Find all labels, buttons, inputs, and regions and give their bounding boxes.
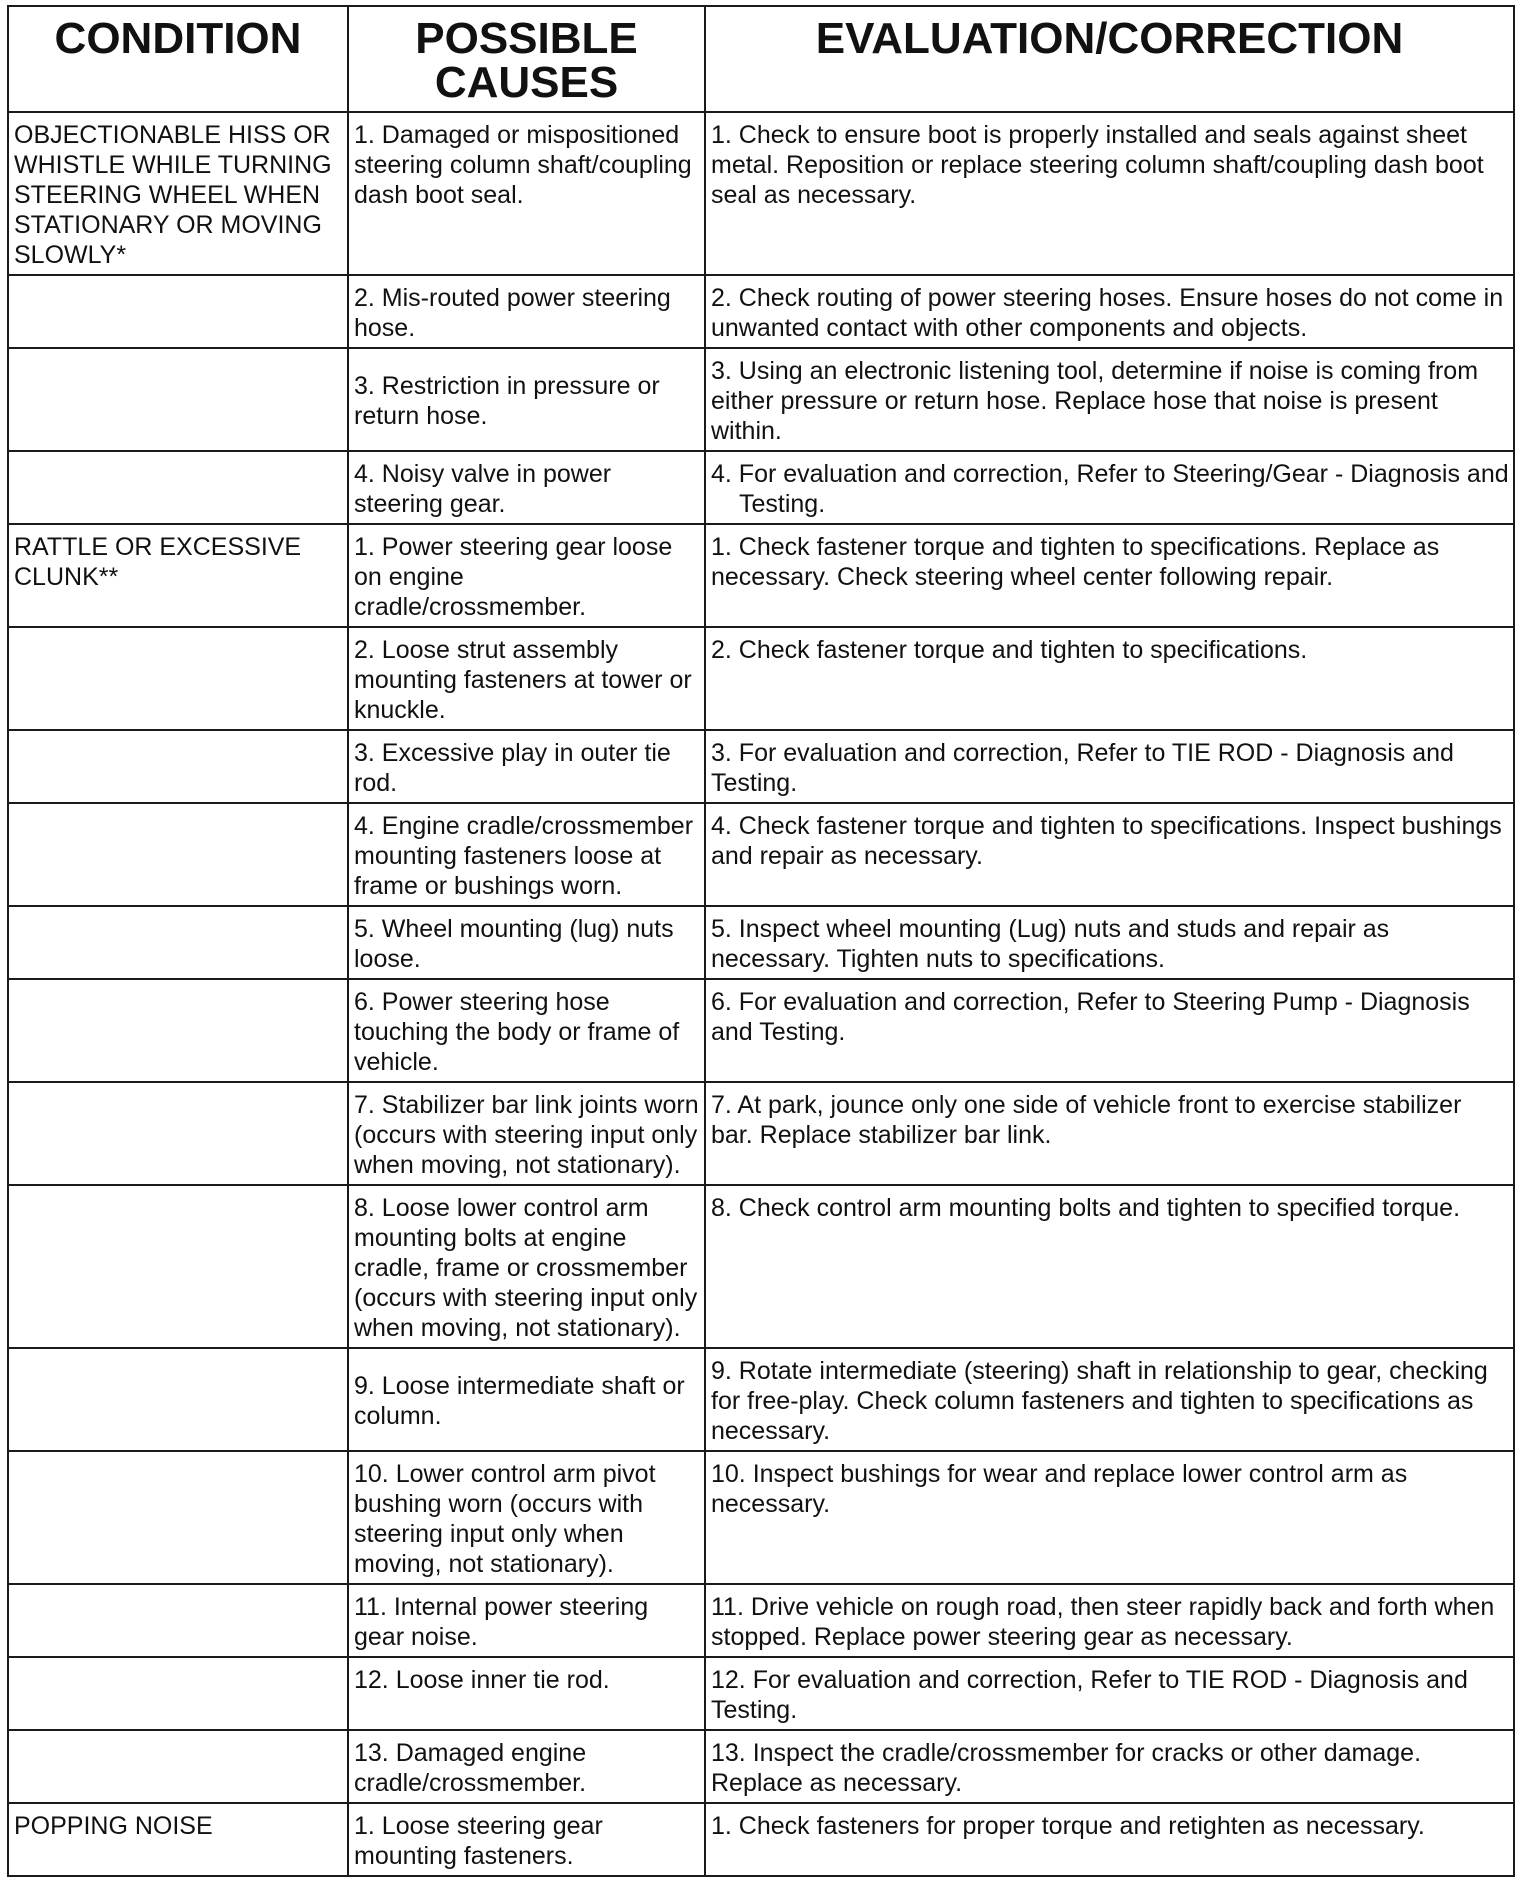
cause-cell: 12. Loose inner tie rod. (348, 1657, 705, 1730)
condition-cell (8, 451, 348, 524)
header-evaluation-correction: EVALUATION/CORRECTION (705, 6, 1514, 112)
condition-cell (8, 1584, 348, 1657)
condition-cell: RATTLE OR EXCESSIVE CLUNK** (8, 524, 348, 627)
condition-cell (8, 1082, 348, 1185)
condition-cell (8, 627, 348, 730)
cause-cell: 7. Stabilizer bar link joints worn (occurs with steering input only when moving, not stationary). (348, 1082, 705, 1185)
condition-cell (8, 730, 348, 803)
table-row (8, 275, 1514, 348)
table-row (8, 1584, 1514, 1657)
diagnosis-table (7, 5, 1515, 1877)
condition-cell (8, 1657, 348, 1730)
condition-cell (8, 348, 348, 451)
condition-cell: POPPING NOISE (8, 1803, 348, 1876)
cause-cell: 2. Loose strut assembly mounting fasteners at tower or knuckle. (348, 627, 705, 730)
header-condition: CONDITION (8, 6, 348, 112)
correction-cell: 1. Check fasteners for proper torque and retighten as necessary. (705, 1803, 1514, 1876)
table-row (8, 1082, 1514, 1185)
cause-cell: 6. Power steering hose touching the body or frame of vehicle. (348, 979, 705, 1082)
table-row (8, 627, 1514, 730)
table-row (8, 112, 1514, 275)
correction-cell: 3. Using an electronic listening tool, determine if noise is coming from either pressure or return hose. Replace hose that noise is present within. (705, 348, 1514, 451)
condition-cell (8, 1348, 348, 1451)
condition-cell (8, 275, 348, 348)
cause-cell: 1. Damaged or mispositioned steering column shaft/coupling dash boot seal. (348, 112, 705, 275)
condition-cell (8, 1451, 348, 1584)
table-row (8, 906, 1514, 979)
cause-cell: 9. Loose intermediate shaft or column. (348, 1348, 705, 1451)
table-row (8, 1803, 1514, 1876)
correction-cell: 4. Check fastener torque and tighten to specifications. Inspect bushings and repair as necessary. (705, 803, 1514, 906)
correction-cell: 1. Check fastener torque and tighten to specifications. Replace as necessary. Check steering wheel center following repair. (705, 524, 1514, 627)
cause-cell: 8. Loose lower control arm mounting bolts at engine cradle, frame or crossmember (occurs with steering input only when moving, not stationary). (348, 1185, 705, 1348)
table-row (8, 979, 1514, 1082)
correction-cell: 1. Check to ensure boot is properly installed and seals against sheet metal. Reposition or replace steering column shaft/coupling dash boot seal as necessary. (705, 112, 1514, 275)
condition-cell: OBJECTIONABLE HISS OR WHISTLE WHILE TURNING STEERING WHEEL WHEN STATIONARY OR MOVING SLOWLY* (8, 112, 348, 275)
cause-cell: 3. Restriction in pressure or return hose. (348, 348, 705, 451)
correction-cell (705, 451, 1514, 524)
table-row (8, 730, 1514, 803)
condition-cell (8, 906, 348, 979)
correction-cell: 3. For evaluation and correction, Refer to TIE ROD - Diagnosis and Testing. (705, 730, 1514, 803)
table-row (8, 1451, 1514, 1584)
condition-cell (8, 803, 348, 906)
table-row (8, 348, 1514, 451)
condition-cell (8, 1730, 348, 1803)
table-row (8, 451, 1514, 524)
condition-cell (8, 1185, 348, 1348)
cause-cell: 4. Engine cradle/crossmember mounting fasteners loose at frame or bushings worn. (348, 803, 705, 906)
correction-cell: 2. Check fastener torque and tighten to specifications. (705, 627, 1514, 730)
cause-cell: 1. Power steering gear loose on engine cradle/crossmember. (348, 524, 705, 627)
correction-cell: 5. Inspect wheel mounting (Lug) nuts and studs and repair as necessary. Tighten nuts to specifications. (705, 906, 1514, 979)
correction-cell: 2. Check routing of power steering hoses. Ensure hoses do not come in unwanted contact with other components and objects. (705, 275, 1514, 348)
cause-cell: 2. Mis-routed power steering hose. (348, 275, 705, 348)
table-row (8, 803, 1514, 906)
cause-cell: 10. Lower control arm pivot bushing worn (occurs with steering input only when moving, not stationary). (348, 1451, 705, 1584)
correction-cell: 10. Inspect bushings for wear and replace lower control arm as necessary. (705, 1451, 1514, 1584)
cause-cell: 1. Loose steering gear mounting fasteners. (348, 1803, 705, 1876)
table-row (8, 1730, 1514, 1803)
cause-cell: 5. Wheel mounting (lug) nuts loose. (348, 906, 705, 979)
correction-cell: 12. For evaluation and correction, Refer to TIE ROD - Diagnosis and Testing. (705, 1657, 1514, 1730)
table-row (8, 1657, 1514, 1730)
correction-cell: 8. Check control arm mounting bolts and tighten to specified torque. (705, 1185, 1514, 1348)
table-row (8, 1185, 1514, 1348)
correction-cell: 6. For evaluation and correction, Refer to Steering Pump - Diagnosis and Testing. (705, 979, 1514, 1082)
cause-cell: 13. Damaged engine cradle/crossmember. (348, 1730, 705, 1803)
correction-text: 4. For evaluation and correction, Refer to Steering/Gear - Diagnosis and Testing. (711, 460, 1509, 518)
cause-cell: 4. Noisy valve in power steering gear. (348, 451, 705, 524)
correction-cell: 9. Rotate intermediate (steering) shaft in relationship to gear, checking for free-play. Check column fasteners and tighten to specifications as necessary. (705, 1348, 1514, 1451)
cause-cell: 11. Internal power steering gear noise. (348, 1584, 705, 1657)
table-row (8, 1348, 1514, 1451)
table-row (8, 524, 1514, 627)
condition-cell (8, 979, 348, 1082)
correction-cell: 7. At park, jounce only one side of vehicle front to exercise stabilizer bar. Replace stabilizer bar link. (705, 1082, 1514, 1185)
header-row (8, 6, 1514, 112)
cause-cell: 3. Excessive play in outer tie rod. (348, 730, 705, 803)
correction-cell: 11. Drive vehicle on rough road, then steer rapidly back and forth when stopped. Replace power steering gear as necessary. (705, 1584, 1514, 1657)
header-possible-causes: POSSIBLE CAUSES (348, 6, 705, 112)
correction-cell: 13. Inspect the cradle/crossmember for cracks or other damage. Replace as necessary. (705, 1730, 1514, 1803)
